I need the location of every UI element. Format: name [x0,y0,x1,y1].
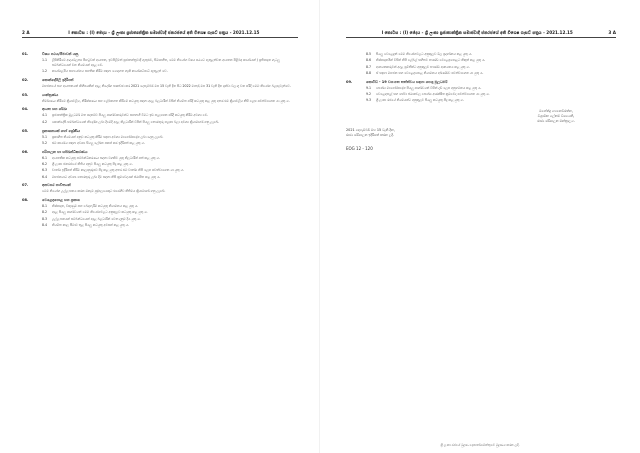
clause-number: 4.2 [42,119,48,124]
clause-number: 6.4 [42,174,48,179]
clause-text: ප්‍රජාතන්ත්‍රික මූලධර්ම මත පදනම්ව සියලු පාර්ශවකරුවන්ට සහභාගී වීමට ඉඩ සැලසෙන පරිදි කටයුතු කිරීම අවශ්‍ය වේ. [52,113,209,118]
section-number: 09. [346,79,353,84]
clause-number: 8.8 [366,70,372,75]
clause-item [42,58,298,68]
date-line: රාජ්‍ය පරිපාලන ඉදිරිපත් කරන ලදී. [346,133,394,138]
clause-number: 8.1 [42,204,48,209]
clause-text: නියමිත කාල සීමාව තුළ සියලු කටයුතු අවසන් කළ යුතු ය. [52,223,130,228]
section-heading [22,52,298,56]
section [22,129,298,146]
clause-item [366,98,616,103]
section-heading [22,183,298,187]
section-heading [22,107,298,111]
clause-number: 8.2 [42,210,48,215]
clause-item [42,69,298,74]
section [22,107,298,124]
clause-item [366,58,616,63]
section-title: අනවසර භාවිතයන් [42,183,71,188]
clause-item [42,204,298,209]
clause-number: 9.1 [366,85,372,90]
clause-text: වෙළෙඳසැල් සහ සේවා ස්ථානවල සෞඛ්‍ය ආරක්ෂිත ක්‍රමවේද පවත්වාගෙන යා යුතු ය. [376,91,490,96]
section-heading [22,150,298,154]
date-block [346,128,616,138]
clause-number: 8.4 [42,223,48,228]
clause-text: උල්ලංඝනයන් සම්බන්ධයෙන් අදාළ බලධාරීන් වෙත දැනුම් දිය යුතු ය. [52,216,141,221]
clause-item [366,52,616,57]
section [22,93,298,104]
continued-items [346,52,616,76]
section-heading [22,93,298,97]
right-gazette-title: I කොටස : (I) ඡේදය - ශ්‍රී ලංකා ප්‍රජාතාන්ත්‍රික සමාජවාදී ජනරජයේ අති විශෙෂ ගැසට් පත්‍රය - 2021.12.15 [381,30,573,35]
section-paragraph: මහජනයේ සහ ආයතනයන් කිහිපයකින් අදාළ නිර්දේශ සාකච්ඡා කර 2021 දෙසැම්බර් මස 15 වැනි දින සිට 2022 මාර්තු මස 31 වැනි දින දක්වා වලංගු වන පරිදි මෙම නියෝග බලපැවැත්වේ. [42,83,291,88]
section-title: වෙළෙඳපොළ සහ ප්‍රකාශ [42,198,80,203]
clause-text: මහජනයාට අවශ්‍ය තොරතුරු ලබා දීම සඳහා නිසි ක්‍රමවේදයක් ස්ථාපිත කළ යුතු ය. [52,174,161,179]
right-page-header [346,30,616,35]
clause-text: කොන්දේසි සම්බන්ධයෙන් නිර්දේශ ලබා දීමේදී අදාළ නිලධාරීන් විසින් සියලු තොරතුරු සලකා බලා අවශ්‍ය ක්‍රියාමාර්ග ගනු ලැබේ. [52,119,220,124]
clause-item [42,135,298,140]
section-title: ප්‍රකාශනයක් හෝ ශ්‍රේණිය [42,128,81,133]
left-page-number: 2 A [22,30,30,35]
clause-number: 4.1 [42,113,48,118]
clause-item [366,65,616,70]
clause-item [42,113,298,118]
section-title: කොවිඩ් - 19 වසංගත තත්ත්වය සඳහා පොදු මූලධර්ම [366,79,448,84]
section-number: 07. [22,183,29,188]
clause-text: අදාළ සියලු පාර්ශවයන් මෙම නියෝගවලට අනුකූලව කටයුතු කළ යුතු ය. [52,210,148,215]
section [22,78,298,89]
clause-number: 6.3 [42,168,48,173]
clause-number: 8.3 [42,216,48,221]
left-gazette-title: I කොටස : (I) ඡේදය - ශ්‍රී ලංකා ප්‍රජාතාන්ත්‍රික සමාජවාදී ජනරජයේ අති විශෙෂ ගැසට් පත්‍රය - 2021.12.15 [68,30,260,35]
clause-number: 9.3 [366,98,372,103]
clause-text: එම කාර්යය සඳහා අවශ්‍ය සියලු ලේඛන සකස් කර ඉදිරිපත් කළ යුතු ය. [52,140,145,145]
clause-text: නිෂ්පාදකයින් විසින් නිසි ලේබල් සහිතව භාණ්ඩ වෙළෙඳපොළට නිකුත් කළ යුතු ය. [376,58,486,63]
clause-item [42,120,298,125]
header-rule [22,37,298,38]
section-title: ආයත සහ රේඛා [42,107,68,112]
clause-text: ප්‍රකාශිත නියමයන් අනුව කටයුතු කිරීම සඳහා අවශ්‍ය මාර්ගෝපදේශ ලබා දෙනු ලැබේ. [52,134,164,139]
section-items [346,86,616,103]
section-number: 04. [22,107,29,112]
clause-text: සෞඛ්‍ය මාර්ගෝපදේශ සියලු පාර්ශවයන් විසින් දැඩි ලෙස අනුගමනය කළ යුතු ය. [376,85,482,90]
section [22,198,298,228]
section-number: 01. [22,52,29,56]
clause-text: ලිපිකිරීමේ ආදායම්ලත්‍ය පිහටුවන් ආයතන, ඉවසිලිමත් ප්‍රජාතන්ත්‍රවාදී ඇතුළුව, සිමාසහිත, මෙම නියෝග විෂය පථයට ඇතුළත්වන ආයතන පිළිබඳ කාර්යයන් / ප්‍රතිපාදන ගැටලු සම්බන්ධයෙන් වන නියමයන් අදාළ වේ. [52,58,280,67]
clause-text: නිෂ්පාදන, විකුණුම් සහ බෙදාහැරීම් කටයුතු නියාමනය කළ යුතු ය. [52,204,139,209]
section [22,52,298,74]
clause-item [366,92,616,97]
printer-footer: ශ්‍රී ලංකා රජයේ මුද්‍රණ දෙපාර්තමේන්තුවේ මුද්‍රණය කරන ලදී. [440,443,520,447]
section-number: 03. [22,92,29,97]
clause-number: 9.2 [366,91,372,96]
signature-block [496,109,616,124]
signatory-office: රාජ්‍ය පරිපාලන මන්ත්‍රාලය. [537,119,575,124]
clause-item [42,210,298,215]
section-number: 08. [22,198,29,203]
clause-item [42,175,298,180]
section-09 [346,80,616,103]
section-title: පරිපාලන හා සම්බන්ධීකරණය [42,149,88,154]
clause-item [42,168,298,173]
section-heading [346,80,616,84]
section-number: 06. [22,149,29,154]
clause-number: 5.1 [42,134,48,139]
clause-text: සියලු වෙළෙඳුන් මෙම නියෝගවලට අනුකූලව මිල ප්‍රදර්ශනය කළ යුතු ය. [376,52,473,56]
clause-item [366,71,616,76]
section [22,183,298,194]
clause-item [42,162,298,167]
section-title: විෂය පථය/සීමාවන් යනු [42,52,79,56]
clause-text: ශ්‍රී ලංකා ජනරජයේ නීතිය අනුව සියලු කටයුතු සිදු කළ යුතු ය. [52,161,133,166]
clause-item [366,86,616,91]
left-page-content [22,52,298,228]
header-rule [346,37,616,38]
date-line: 2021 දෙසැම්බර් මස 15 වැනි දින, [346,128,395,133]
clause-text: ශ්‍රී ලංකා රජයේ නියමයන්ට අනුකූලව සියලු කටයුතු සිදු කළ යුතු ය. [376,98,464,103]
eog-reference: EOG 12 - 120 [346,146,373,152]
section [22,150,298,180]
left-page-header [22,30,298,35]
clause-item [42,223,298,228]
section-paragraph: මෙම නියෝග උල්ලංඝනය කරන ඕනෑම පුද්ගලයෙකුට එරෙහිව නීතිමය ක්‍රියාමාර්ග ගනු ලැබේ. [42,189,166,194]
right-page [320,0,640,453]
clause-number: 8.5 [366,52,372,56]
clause-item [42,217,298,222]
clause-text: ඒ සඳහා මහජන සහ වෙළෙඳපොළ නියාමනය අඛණ්ඩව පවත්වාගෙන යා යුතු ය. [376,70,484,75]
clause-item [42,141,298,146]
signatory-role: විශ්‍රාමික ලේකම් විපයෙකි, [537,114,575,119]
clause-text: කාර්යාලයීය සහයෝගය සහතික කිරීම සඳහා යොදාගත හැකි කාර්යපටිපාටි ඇතුළත් වේ. [52,69,168,74]
section-heading [22,129,298,133]
right-page-number: 3 A [608,30,616,35]
section-number: 02. [22,77,29,82]
clause-text: වාර්තා ඉදිරිපත් කිරීම කාලානුරූපව සිදු කළ යුතු අතර එම වාර්තා නිසි ලෙස පවත්වාගෙන යා යුතු ය. [52,168,184,173]
clause-text: ආයතනික කටයුතු සම්බන්ධීකරණය සඳහා වගකිව යුතු නිලධාරීන් පත් කළ යුතු ය. [52,155,160,160]
section-title: යාන්ත්‍රණය [42,92,59,97]
clause-number: 8.7 [366,64,372,69]
signatory-name: මහේන්ද්‍ර සෙනෙවිරත්න, [539,109,573,114]
section-number: 05. [22,128,29,133]
clause-number: 1.2 [42,69,48,74]
clause-number: 8.6 [366,58,372,63]
clause-number: 1.1 [42,58,48,62]
right-page-content [346,52,616,151]
clause-number: 5.2 [42,140,48,145]
section-paragraph: නිර්මාණය කිරීමේ ක්‍රියාවලිය, නිරීක්ෂණය සහ ලේඛනගත කිරීමේ කටයුතු සඳහා අදාළ බලධාරීන් විසින් නියමිත පරිදි කටයුතු කළ යුතු අතර එම ක්‍රියාවලිය නිසි ලෙස පවත්වාගෙන යා යුතු ය. [42,98,290,103]
clause-number: 6.1 [42,155,48,160]
clause-item [42,156,298,161]
section-heading [22,78,298,82]
section-heading [22,198,298,202]
clause-number: 6.2 [42,161,48,166]
section-title: කොන්දේසිලි ඉදිරිපත් [42,77,74,82]
clause-text: ආනයනකරුවන් අදාළ ප්‍රමිතීන්ට අනුකූලව භාණ්ඩ ආනයනය කළ යුතු ය. [376,64,470,69]
